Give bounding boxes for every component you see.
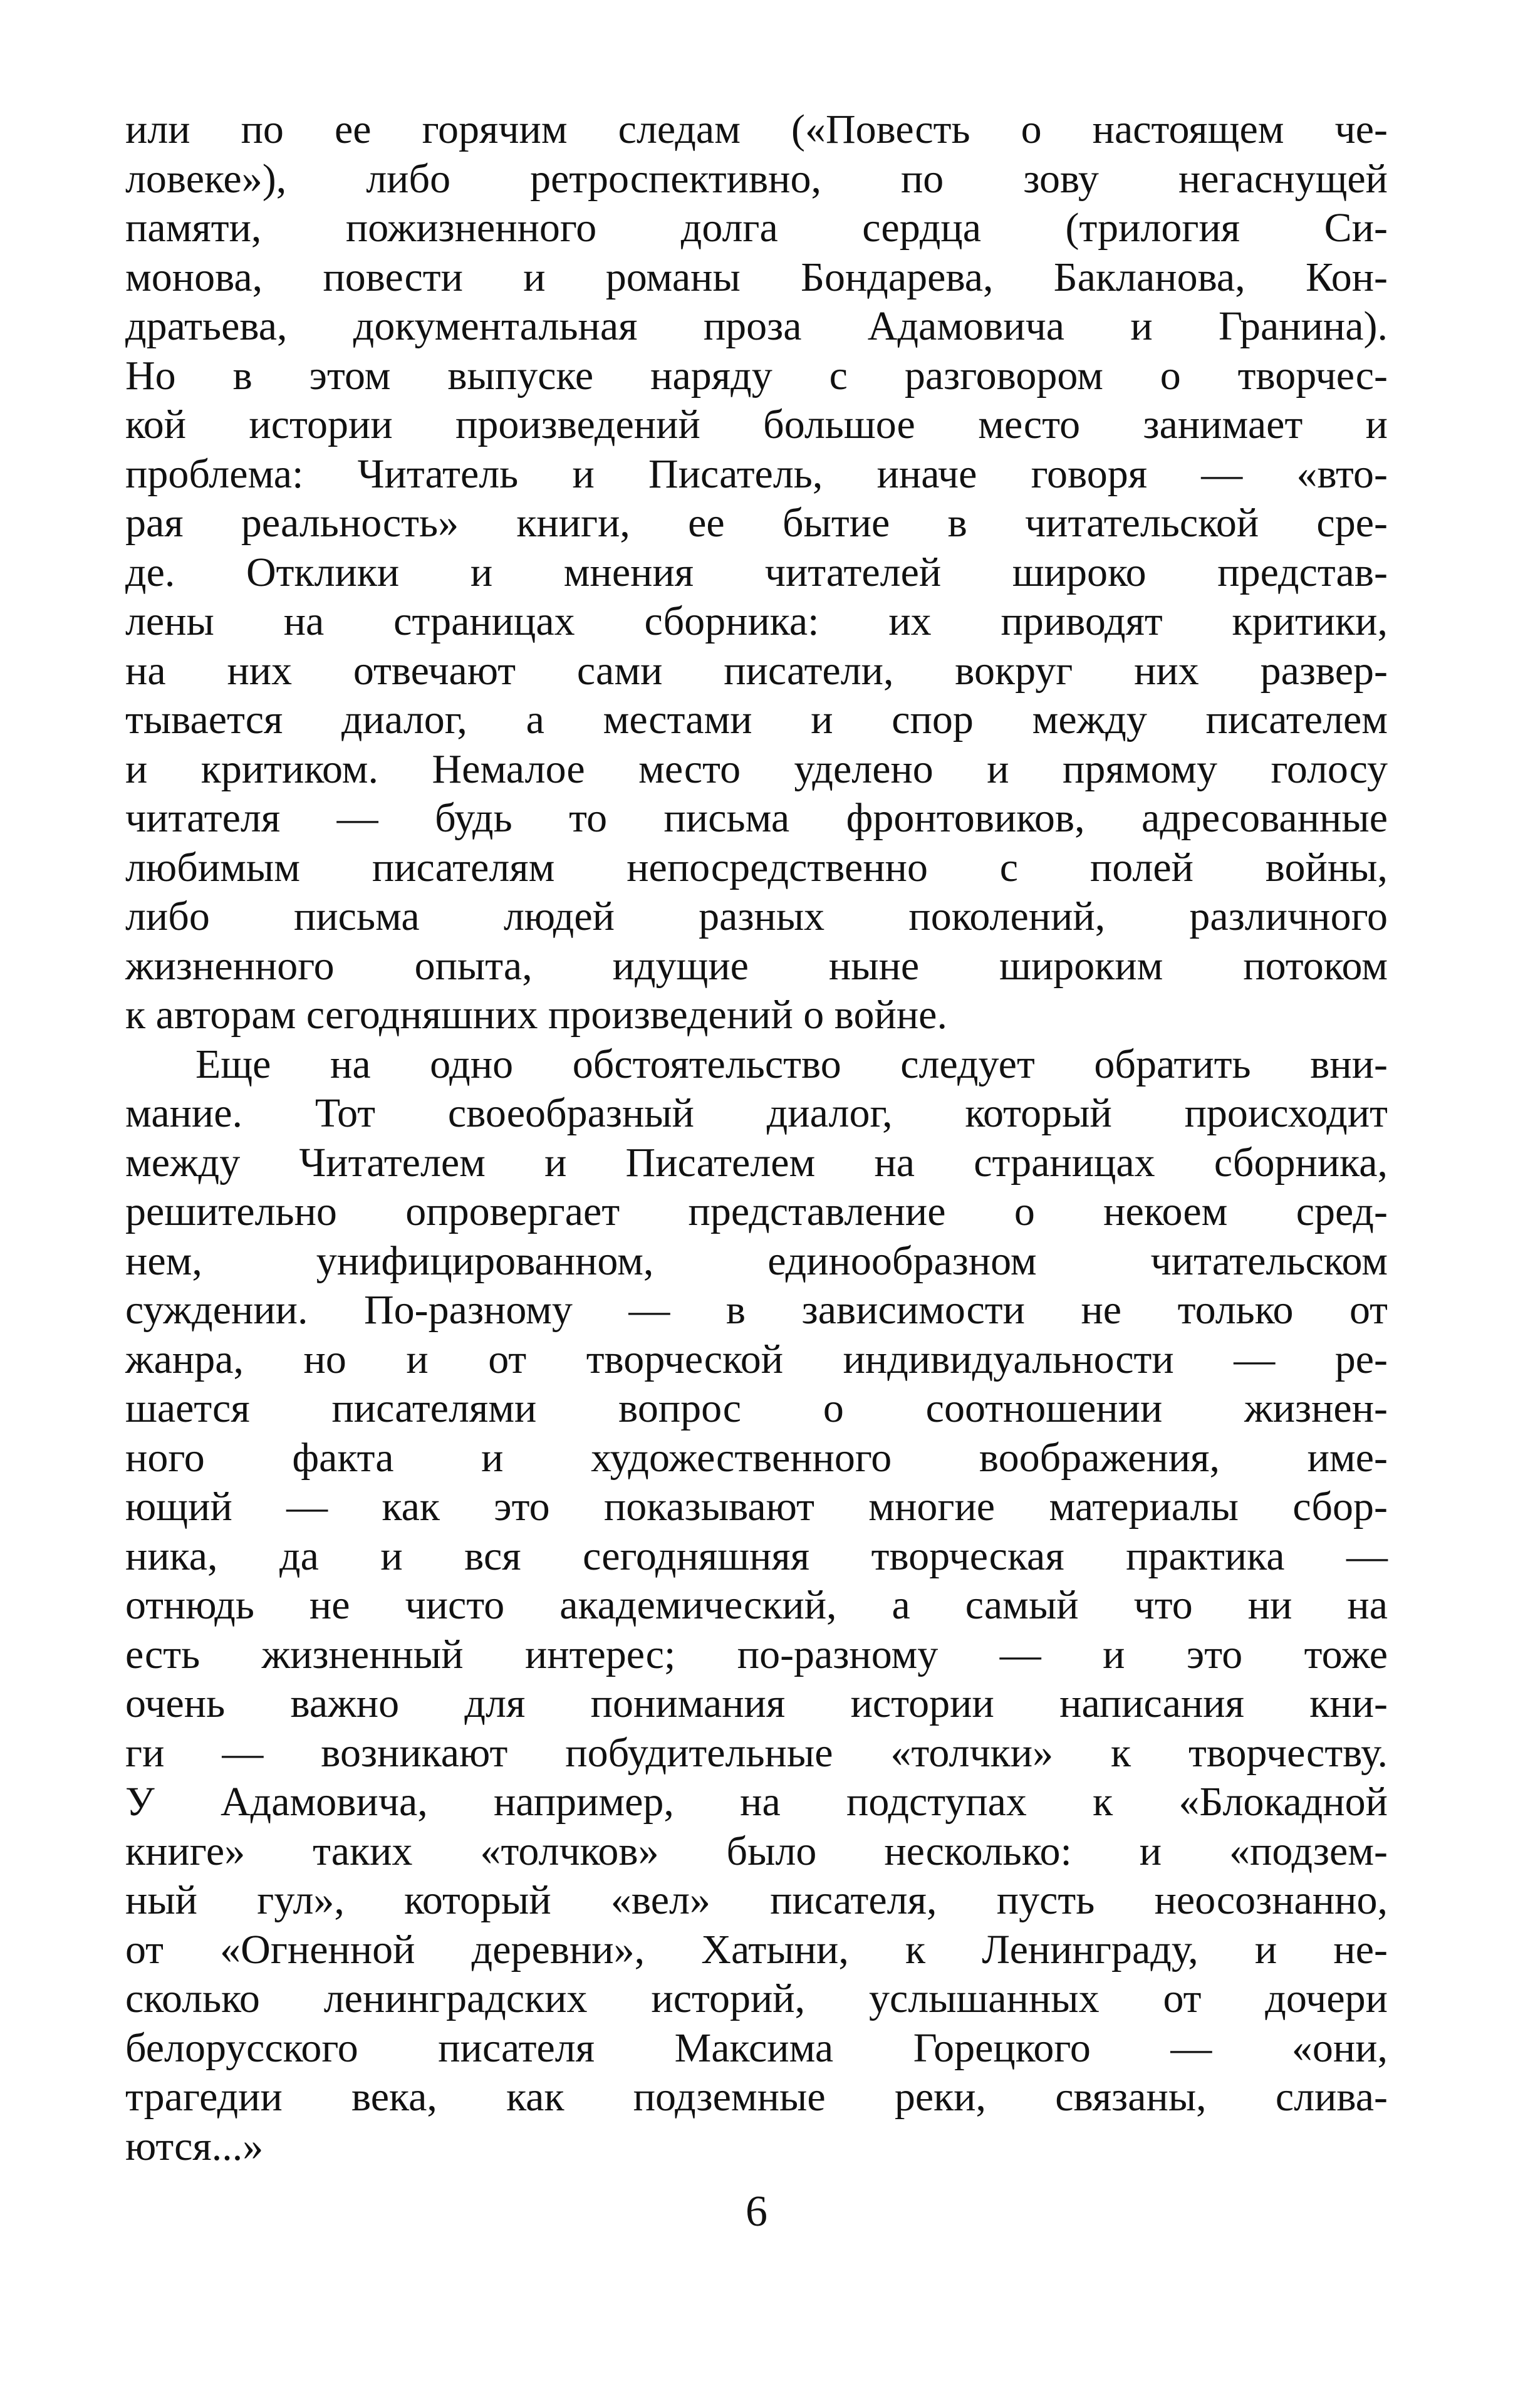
text-line: и критиком. Немалое место уделено и прямому голосу [125,746,1388,792]
text-line: кой истории произведений большое место занимает и [125,402,1388,447]
text-line: трагедии века, как подземные реки, связаны, слива- [125,2074,1388,2120]
text-line: между Читателем и Писателем на страницах сборника, [125,1139,1388,1186]
text-line: рая реальность» книги, ее бытие в читательской сре- [125,500,1388,546]
text-line: ный гул», который «вел» писателя, пусть неосознанно, [125,1877,1388,1923]
text-line: любимым писателям непосредственно с полей войны, [125,844,1388,890]
text-line: дратьева, документальная проза Адамовича и Гранина). [125,303,1388,349]
text-line: жизненного опыта, идущие ныне широким потоком [125,942,1388,989]
text-line: жанра, но и от творческой индивидуальности — ре- [125,1336,1388,1382]
text-line: монова, повести и романы Бондарева, Бакланова, Кон- [125,254,1388,300]
text-line: читателя — будь то письма фронтовиков, адресованные [125,795,1388,841]
text-line: ги — возникают побудительные «толчки» к творчеству. [125,1729,1388,1776]
text-line: тывается диалог, а местами и спор между писателем [125,697,1388,743]
text-line: отнюдь не чисто академический, а самый что ни на [125,1582,1388,1628]
text-line: ловеке»), либо ретроспективно, по зову негаснущей [125,155,1388,202]
text-line: очень важно для понимания истории написания кни- [125,1681,1388,1726]
text-line: ного факта и художественного воображения, име- [125,1434,1388,1481]
text-line: есть жизненный интерес; по-разному — и это тоже [125,1631,1388,1677]
paragraph [125,105,1388,1040]
text-line: проблема: Читатель и Писатель, иначе говоря — «вто- [125,451,1388,497]
text-line: суждении. По-разному — в зависимости не только от [125,1287,1388,1333]
text-line: шается писателями вопрос о соотношении жизнен- [125,1385,1388,1431]
text-line: У Адамовича, например, на подступах к «Блокадной [125,1779,1388,1825]
text-line: мание. Тот своеобразный диалог, который происходит [125,1090,1388,1136]
text-line: белорусского писателя Максима Горецкого — «они, [125,2025,1388,2071]
text-line: на них отвечают сами писатели, вокруг них развер- [125,647,1388,694]
text-line: ющий — как это показывают многие материалы сбор- [125,1484,1388,1530]
text-line: сколько ленинградских историй, услышанных от дочери [125,1976,1388,2021]
text-line: лены на страницах сборника: их приводят критики, [125,598,1388,644]
text-line: ника, да и вся сегодняшняя творческая практика — [125,1533,1388,1579]
text-line: ются...» [125,2123,264,2169]
text-line: к авторам сегодняшних произведений о войне. [125,992,947,1038]
text-line: решительно опровергает представление о некоем сред- [125,1189,1388,1234]
text-line: или по ее горячим следам («Повесть о настоящем че- [125,107,1388,152]
text-line: памяти, пожизненного долга сердца (трилогия Си- [125,205,1388,251]
text-line: от «Огненной деревни», Хатыни, к Ленинграду, и не- [125,1926,1388,1973]
page-body-text [125,105,1388,2171]
text-line: нем, унифицированном, единообразном читательском [125,1238,1388,1284]
text-line: Но в этом выпуске наряду с разговором о творчес- [125,352,1388,399]
text-line: Еще на одно обстоятельство следует обратить вни- [195,1041,1388,1087]
text-line: либо письма людей разных поколений, различного [125,894,1388,939]
text-line: де. Отклики и мнения читателей широко представ- [125,549,1388,595]
paragraph [125,1040,1388,2172]
text-line: книге» таких «толчков» было несколько: и «подзем- [125,1828,1388,1874]
page-number: 6 [746,2187,767,2236]
